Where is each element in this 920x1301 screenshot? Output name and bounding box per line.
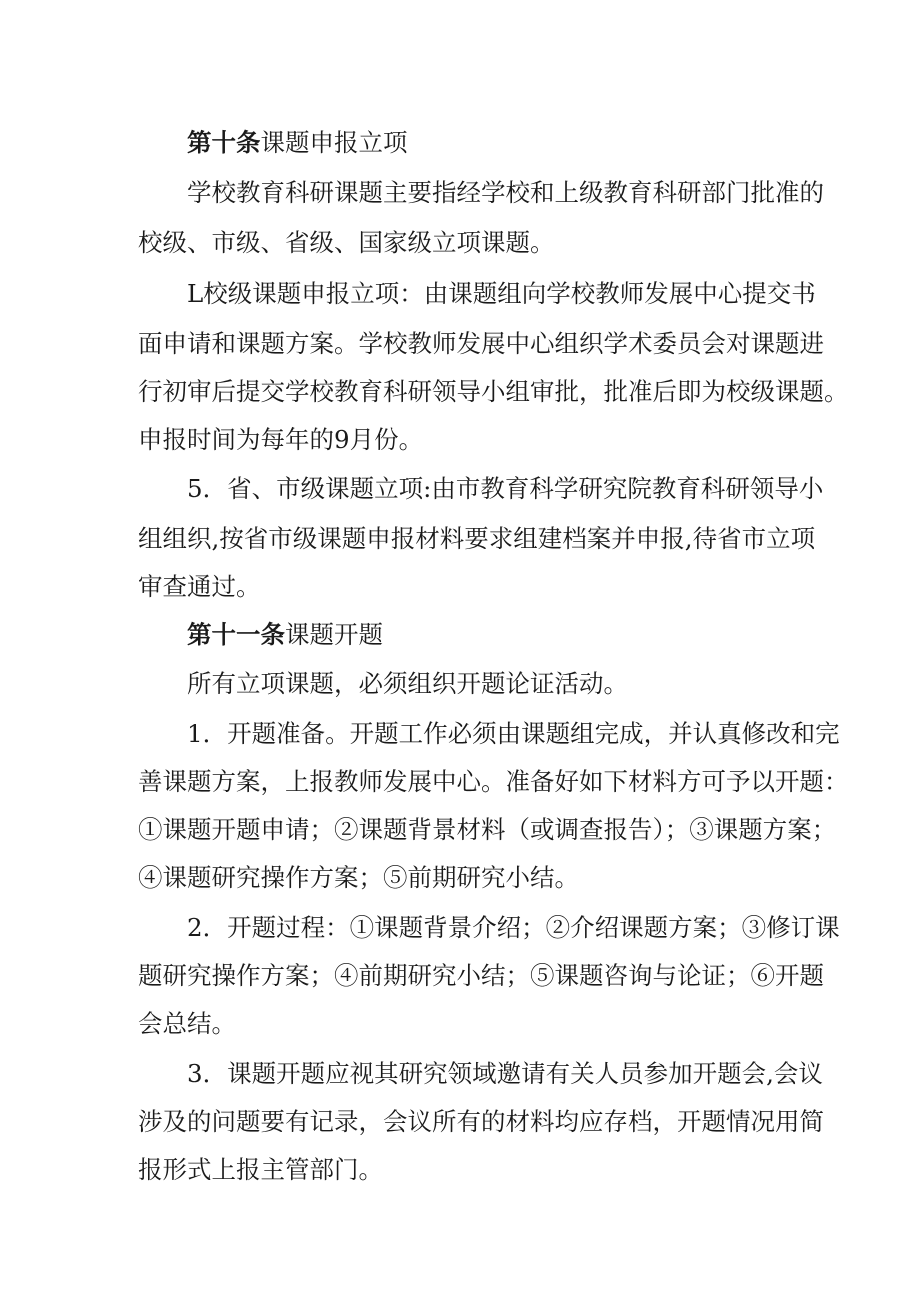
paragraph-line: 3．课题开题应视其研究领域邀请有关人员参加开题会,会议: [187, 1059, 823, 1088]
paragraph-line: 组组织,按省市级课题申报材料要求组建档案并申报,待省市立项: [138, 524, 816, 553]
paragraph-line: 涉及的问题要有记录，会议所有的材料均应存档，开题情况用简: [138, 1107, 824, 1136]
section-title: 课题申报立项: [260, 128, 408, 157]
paragraph-line: ④课题研究操作方案；⑤前期研究小结。: [138, 863, 579, 892]
paragraph-line: ①课题开题申请；②课题背景材料（或调查报告）；③课题方案；: [138, 815, 837, 844]
paragraph-line: 审查通过。: [138, 572, 261, 601]
paragraph-line: 校级、市级、省级、国家级立项课题。: [138, 228, 555, 257]
section-number: 第十条: [187, 128, 261, 157]
paragraph-line: 5．省、市级课题立项:由市教育科学研究院教育科研领导小: [187, 474, 824, 503]
paragraph-line: 面申请和课题方案。学校教师发展中心组织学术委员会对课题进: [138, 329, 824, 358]
paragraph-line: 2．开题过程：①课题背景介绍；②介绍课题方案；③修订课: [187, 913, 840, 942]
paragraph-line: 1．开题准备。开题工作必须由课题组完成，并认真修改和完: [187, 719, 840, 748]
paragraph-line: 题研究操作方案；④前期研究小结；⑤课题咨询与论证；⑥开题: [138, 961, 824, 990]
paragraph-line: 所有立项课题，必须组织开题论证活动。: [187, 669, 628, 698]
section-heading-11: [187, 620, 383, 650]
paragraph-line: 申报时间为每年的9月份。: [138, 425, 424, 454]
section-title: 课题开题: [285, 620, 383, 649]
paragraph-line: 行初审后提交学校教育科研领导小组审批，批准后即为校级课题。: [138, 377, 849, 406]
paragraph-line: 会总结。: [138, 1009, 236, 1038]
section-number: 第十一条: [187, 620, 285, 649]
paragraph-line: L校级课题申报立项：由课题组向学校教师发展中心提交书: [187, 279, 816, 308]
paragraph-line: 学校教育科研课题主要指经学校和上级教育科研部门批准的: [187, 178, 824, 207]
paragraph-line: 善课题方案，上报教师发展中心。准备好如下材料方可予以开题：: [138, 767, 849, 796]
paragraph-line: 报形式上报主管部门。: [138, 1155, 383, 1184]
section-heading-10: [187, 128, 408, 158]
